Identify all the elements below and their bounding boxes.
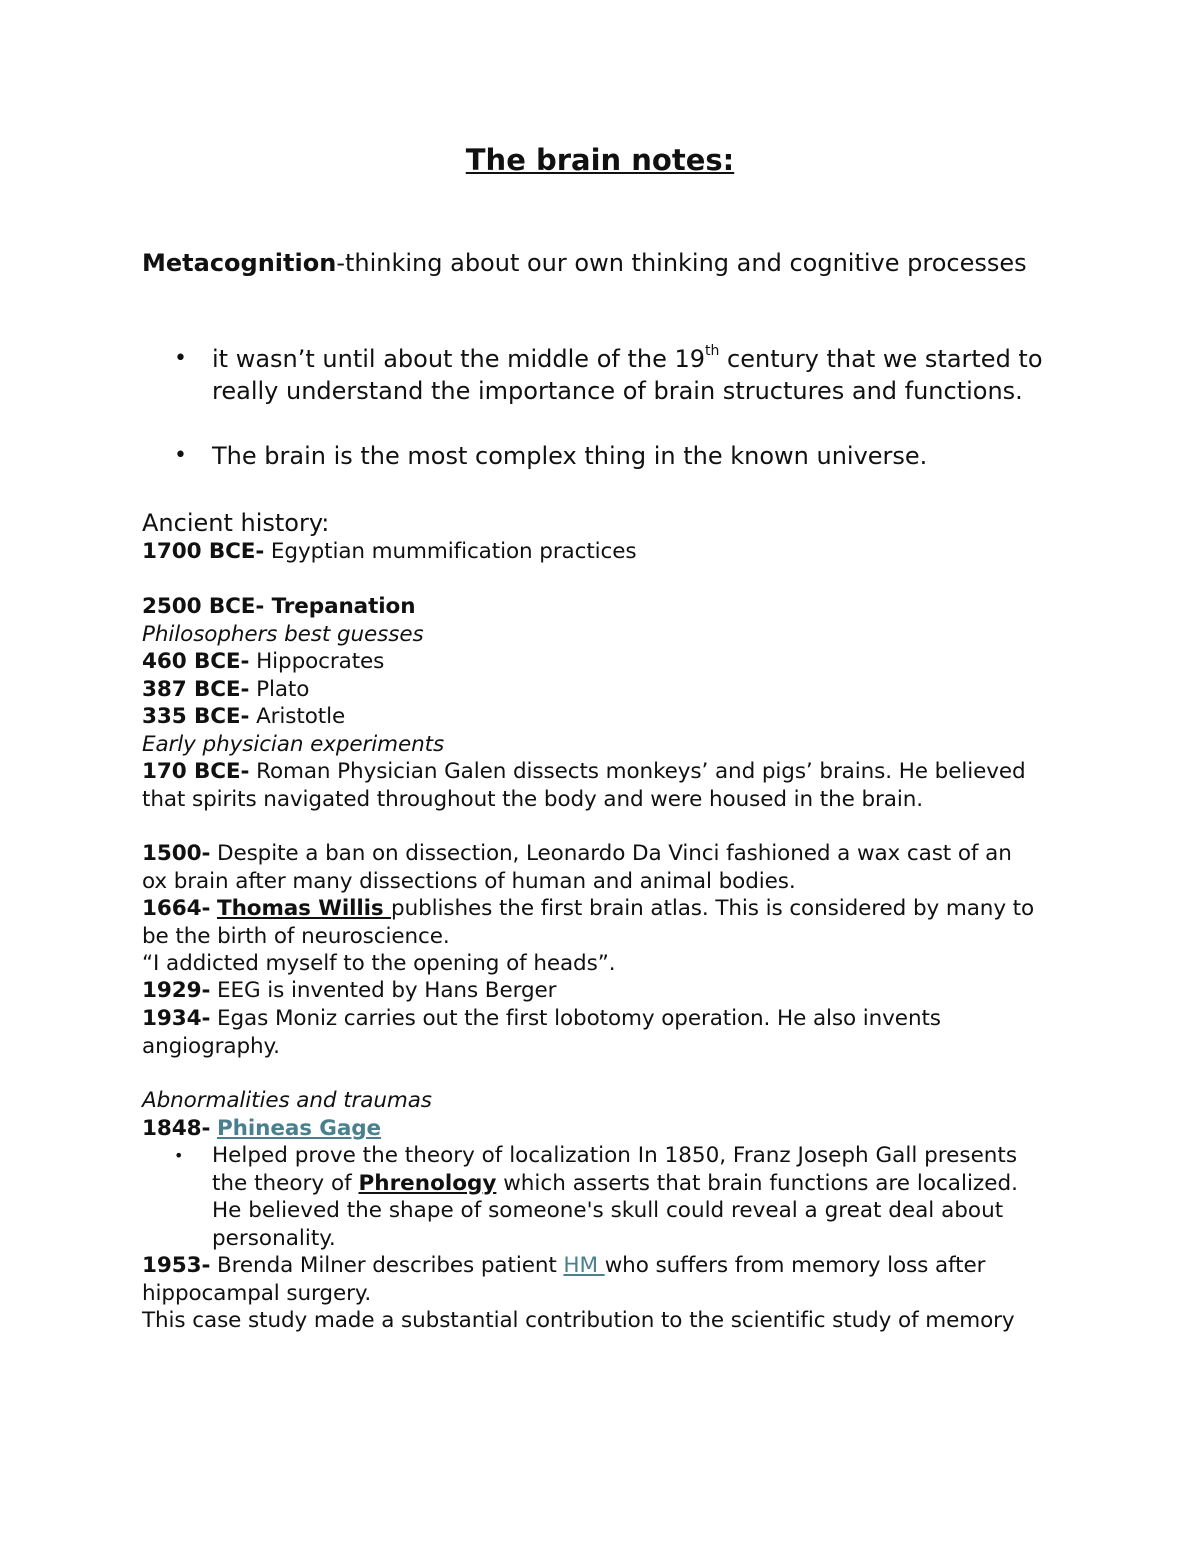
entry-year: 1664- (142, 896, 211, 921)
phineas-gage-link[interactable]: Phineas Gage (217, 1116, 382, 1141)
ancient-history-heading: Ancient history: (142, 509, 330, 537)
entry-year: 387 BCE- (142, 677, 250, 702)
timeline-entry (142, 1115, 1042, 1143)
entry-year: 1500- (142, 841, 211, 866)
entry-year: 1953- (142, 1253, 211, 1278)
entry-text: who suffers from memory loss after hippocampal surgery. (142, 1253, 986, 1306)
entry-year: 1929- (142, 978, 211, 1003)
timeline-entry (142, 977, 1042, 1005)
entry-heading: 2500 BCE- Trepanation (142, 594, 416, 619)
timeline-entry (142, 1252, 1042, 1307)
bullet-icon: • (174, 443, 187, 468)
timeline-entry (142, 676, 1042, 704)
section-subheading (142, 731, 1042, 759)
subheading-text: Early physician experiments (142, 732, 445, 757)
metacognition-term: Metacognition (142, 249, 337, 277)
bullet-text: The brain is the most complex thing in the known universe. (212, 442, 928, 470)
bullet-text: it wasn’t until about the middle of the 19 (212, 345, 706, 373)
metacognition-definition: -thinking about our own thinking and cognitive processes (336, 249, 1027, 277)
timeline-entry (142, 648, 1042, 676)
bullet-item (174, 1142, 1052, 1252)
entry-year: 1934- (142, 1006, 211, 1031)
entry-year: 170 BCE- (142, 759, 250, 784)
timeline-entry (142, 758, 1042, 813)
entry-text: Plato (249, 677, 310, 702)
subheading-text: Abnormalities and traumas (142, 1088, 432, 1113)
timeline-entry (142, 1005, 1042, 1060)
timeline-entry (142, 895, 1042, 950)
bullet-item (174, 440, 1072, 472)
entry-year: 1700 BCE- (142, 539, 265, 564)
entry-text: Despite a ban on dissection, Leonardo Da Vinci fashioned a wax cast of an ox brain after many dissections of human and animal bodies. (142, 841, 1012, 894)
timeline-entry (142, 703, 1042, 731)
entry-year: 1848- (142, 1116, 211, 1141)
case-study-paragraph: This case study made a substantial contribution to the scientific study of memory (142, 1308, 1015, 1333)
section-subheading (142, 621, 1042, 649)
entry-text: publishes the first brain atlas. This is considered by many to be the birth of neuroscience. (142, 896, 1035, 949)
entry-text: Egas Moniz carries out the first lobotomy operation. He also invents angiography. (142, 1006, 941, 1059)
bullet-text: century that we started to really understand the importance of brain structures and functions. (212, 345, 1043, 405)
section-subheading (142, 1087, 1042, 1115)
hm-link[interactable]: HM (563, 1253, 605, 1278)
entry-year: 460 BCE- (142, 649, 250, 674)
timeline-entry (142, 593, 1042, 621)
entry-text: Hippocrates (249, 649, 385, 674)
timeline-entry (142, 840, 1042, 895)
entry-text: Egyptian mummification practices (264, 539, 637, 564)
person-name: Thomas Willis (217, 896, 392, 921)
bullet-item (174, 343, 1072, 407)
entry-text: EEG is invented by Hans Berger (210, 978, 557, 1003)
superscript: th (705, 343, 720, 359)
page-title: The brain notes: (465, 143, 735, 177)
bullet-icon: • (174, 346, 187, 371)
bullet-icon: • (174, 1146, 184, 1165)
metacognition-paragraph (142, 248, 1042, 279)
entry-text: Roman Physician Galen dissects monkeys’ and pigs’ brains. He believed that spirits navigated throughout the body and were housed in the brain. (142, 759, 1026, 812)
bullet-text: which asserts that brain functions are localized. He believed the shape of someone's skull could reveal a great deal about personality. (212, 1170, 1018, 1251)
bullet-text: Helped prove the theory of localization In 1850, Franz Joseph Gall presents the theory of (212, 1143, 1018, 1196)
entry-year: 335 BCE- (142, 704, 250, 729)
subheading-text: Philosophers best guesses (142, 622, 424, 647)
entry-text: Brenda Milner describes patient (210, 1253, 564, 1278)
quote: “I addicted myself to the opening of heads”. (142, 951, 616, 976)
phrenology-term: Phrenology (358, 1170, 497, 1196)
timeline-entry (142, 538, 1042, 566)
entry-text: Aristotle (249, 704, 346, 729)
